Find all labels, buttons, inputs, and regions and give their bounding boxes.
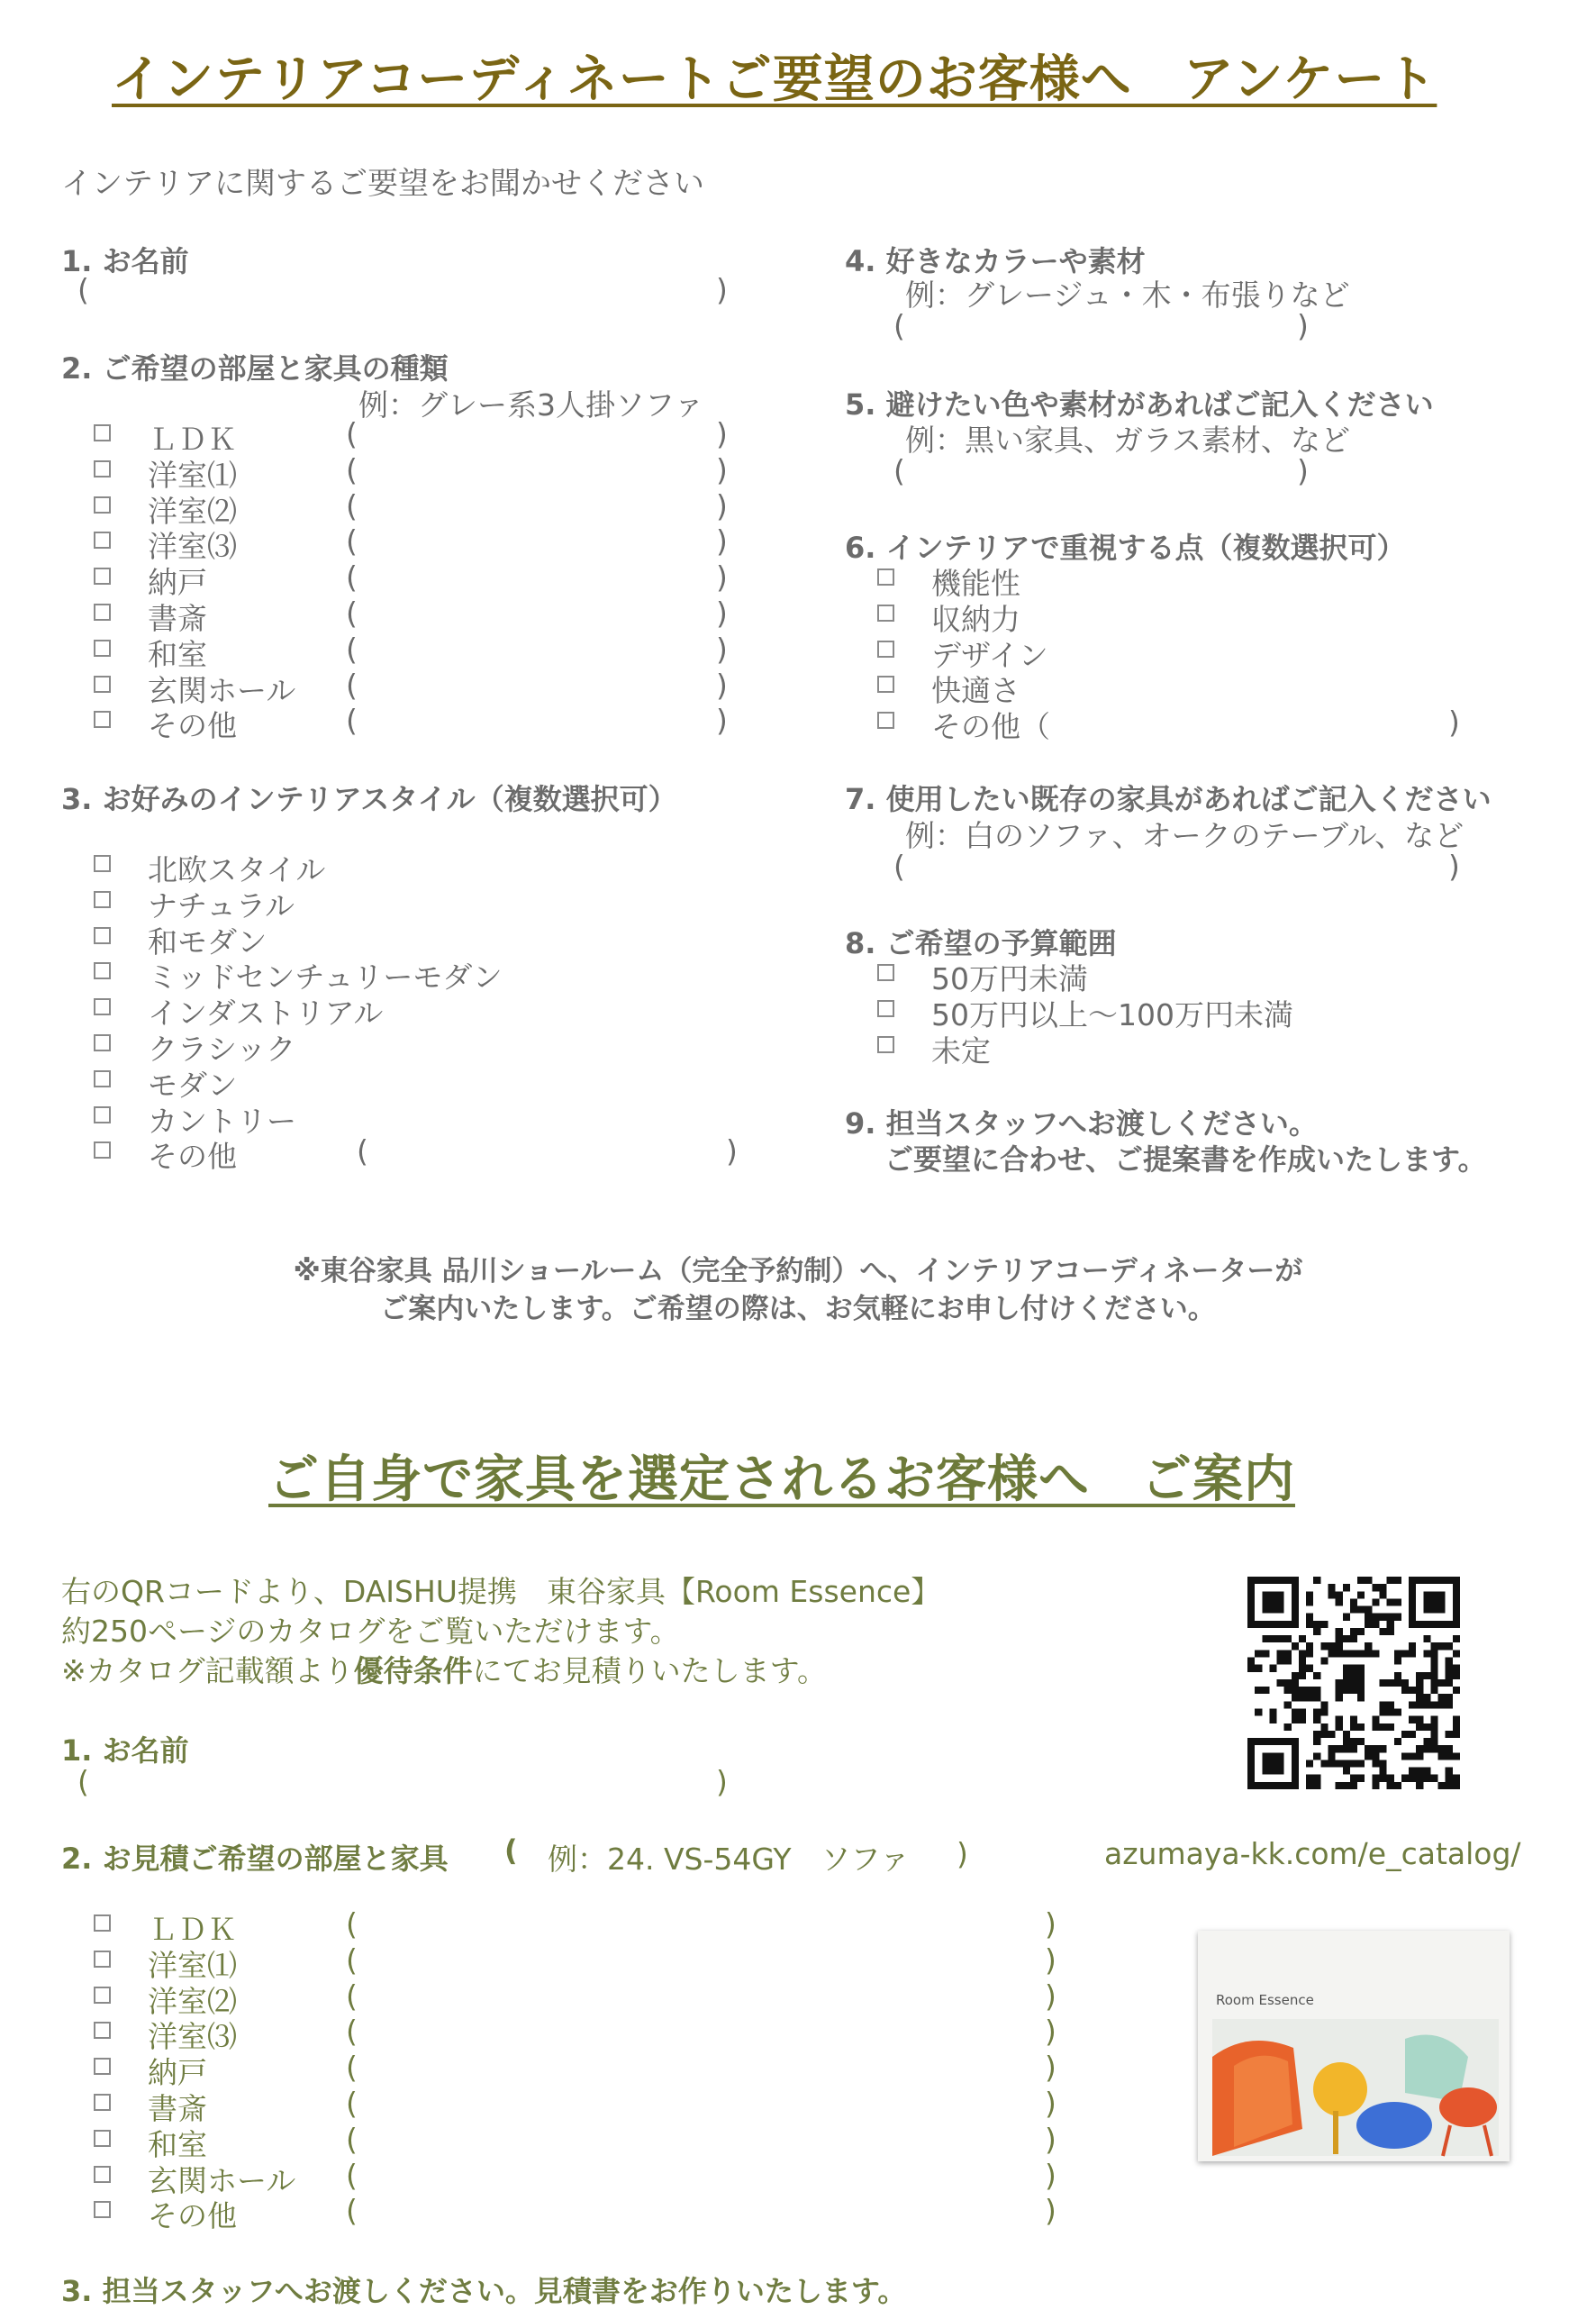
q7-label: 7. 使用したい既存の家具があればご記入ください xyxy=(845,782,1492,816)
ss-q1-name-field[interactable]: ( xyxy=(77,1764,89,1799)
q4-field[interactable]: ( xyxy=(893,308,905,343)
checkbox[interactable] xyxy=(94,2094,111,2111)
q1-label: 1. お名前 xyxy=(61,244,189,278)
q2-room-label: その他 xyxy=(148,708,237,744)
ss-room-field[interactable]: ( xyxy=(346,2157,358,2193)
q3-style-label: モダン xyxy=(148,1067,238,1103)
q3-style-label: クラシック xyxy=(148,1032,296,1067)
checkbox[interactable] xyxy=(94,1070,111,1087)
checkbox[interactable] xyxy=(94,891,111,908)
ss-room-label: ＬＤＫ xyxy=(148,1912,237,1947)
q8-label: 8. ご希望の予算範囲 xyxy=(845,926,1117,960)
checkbox[interactable] xyxy=(94,1141,111,1159)
checkbox[interactable] xyxy=(94,1951,111,1968)
checkbox[interactable] xyxy=(94,2166,111,2183)
q4-label: 4. 好きなカラーや素材 xyxy=(845,244,1146,278)
q2-room-field[interactable]: ( xyxy=(346,703,358,739)
checkbox[interactable] xyxy=(877,568,894,586)
q3-style-label: 和モダン xyxy=(148,923,268,959)
checkbox[interactable] xyxy=(94,1914,111,1932)
checkbox[interactable] xyxy=(877,1036,894,1053)
checkbox[interactable] xyxy=(94,927,111,944)
ss-room-field[interactable]: ( xyxy=(346,2050,358,2086)
survey-title: インテリアコーディネートご要望のお客様へ アンケート xyxy=(112,50,1437,109)
ss-q3-label: 3. 担当スタッフへお渡しください。見積書をお作りいたします。 xyxy=(61,2274,907,2308)
q2-room-field[interactable]: ( xyxy=(346,559,358,596)
checkbox[interactable] xyxy=(94,604,111,621)
ss-room-label: 洋室⑶ xyxy=(148,2019,237,2055)
q6-point-label: 収納力 xyxy=(931,601,1020,637)
ss-room-label: 納戸 xyxy=(148,2055,207,2091)
q5-example: 例：黒い家具、ガラス素材、など xyxy=(905,423,1351,458)
q2-room-label: 和室 xyxy=(148,636,207,672)
checkbox[interactable] xyxy=(877,605,894,622)
q2-room-label: ＬＤＫ xyxy=(148,422,237,457)
survey-intro: インテリアに関するご要望をお聞かせください xyxy=(61,166,704,202)
q1-name-field[interactable]: ( xyxy=(77,272,89,307)
checkbox[interactable] xyxy=(94,2022,111,2039)
checkbox[interactable] xyxy=(94,998,111,1015)
q2-room-label: 納戸 xyxy=(148,565,207,601)
q6-label: 6. インテリアで重視する点（複数選択可） xyxy=(845,531,1406,565)
catalog-cover-image xyxy=(1198,1931,1510,2161)
checkbox[interactable] xyxy=(877,641,894,658)
ss-room-field[interactable]: ( xyxy=(346,2193,358,2229)
q6-point-label: 快適さ xyxy=(931,673,1020,709)
q6-point-label: 機能性 xyxy=(931,566,1020,601)
q8-budget-label: 50万円以上～100万円未満 xyxy=(931,996,1293,1032)
q7-example: 例：白のソファ、オークのテーブル、など xyxy=(905,818,1465,853)
self-select-title: ご自身で家具を選定されるお客様へ ご案内 xyxy=(268,1451,1295,1509)
q3-style-label: ミッドセンチュリーモダン xyxy=(148,959,503,996)
q3-style-label: ナチュラル xyxy=(148,887,295,923)
q2-room-field[interactable]: ( xyxy=(346,523,358,559)
showroom-note-line2: ご案内いたします。ご希望の際は、お気軽にお申し付けください。 xyxy=(380,1293,1216,1325)
ss-room-label: 洋室⑴ xyxy=(148,1947,237,1983)
ss-room-label: 洋室⑵ xyxy=(148,1983,237,2019)
checkbox[interactable] xyxy=(94,568,111,585)
ss-room-field[interactable]: ( xyxy=(346,2014,358,2050)
ss-q1-label: 1. お名前 xyxy=(61,1733,189,1768)
ss-room-field[interactable]: ( xyxy=(346,1942,358,1978)
checkbox[interactable] xyxy=(94,460,111,477)
q3-other-field[interactable]: ( xyxy=(357,1133,368,1169)
preferential-terms: 優待条件 xyxy=(353,1653,473,1688)
ss-room-field[interactable]: ( xyxy=(346,1978,358,2014)
q2-example: 例：グレー系3人掛ソファ xyxy=(358,387,704,423)
checkbox[interactable] xyxy=(877,964,894,981)
checkbox[interactable] xyxy=(94,2130,111,2147)
q5-label: 5. 避けたい色や素材があればご記入ください xyxy=(845,387,1434,422)
showroom-note-line1: ※東谷家具 品川ショールーム（完全予約制）へ、インテリアコーディネーターが xyxy=(293,1255,1303,1287)
q6-point-label: デザイン xyxy=(931,637,1048,673)
checkbox[interactable] xyxy=(94,2058,111,2075)
q8-budget-label: 50万円未満 xyxy=(931,961,1088,996)
catalog-brand: Room Essence xyxy=(1216,1992,1314,2008)
checkbox[interactable] xyxy=(94,424,111,441)
checkbox[interactable] xyxy=(94,1987,111,2004)
q2-room-field[interactable]: ( xyxy=(346,667,358,703)
catalog-url[interactable]: azumaya-kk.com/e_catalog/ xyxy=(1104,1836,1521,1871)
checkbox[interactable] xyxy=(94,496,111,514)
checkbox[interactable] xyxy=(94,532,111,549)
checkbox[interactable] xyxy=(94,676,111,693)
ss-q2-label: 2. お見積ご希望の部屋と家具 xyxy=(61,1842,449,1876)
ss-q2-example: 例：24. VS-54GY ソファ xyxy=(548,1842,910,1877)
q3-label: 3. お好みのインテリアスタイル（複数選択可） xyxy=(61,782,677,816)
q9-line1: 9. 担当スタッフへお渡しください。 xyxy=(845,1106,1318,1141)
q2-room-field[interactable]: ( xyxy=(346,487,358,523)
q3-style-label: インダストリアル xyxy=(148,996,384,1032)
checkbox[interactable] xyxy=(94,1034,111,1051)
checkbox[interactable] xyxy=(94,2201,111,2218)
q3-style-label: その他 xyxy=(148,1139,237,1175)
q8-budget-label: 未定 xyxy=(931,1032,991,1069)
q6-point-label: その他（ xyxy=(931,709,1050,745)
qr-code[interactable] xyxy=(1247,1577,1460,1789)
q2-room-label: 書斎 xyxy=(148,601,207,636)
q9-line2: ご要望に合わせ、ご提案書を作成いたします。 xyxy=(884,1142,1487,1177)
catalog-cover[interactable] xyxy=(1198,1931,1510,2161)
q3-style-label: 北欧スタイル xyxy=(148,852,326,887)
q7-field[interactable]: ( xyxy=(893,849,905,884)
ss-room-label: 玄関ホール xyxy=(148,2162,296,2198)
q2-label: 2. ご希望の部屋と家具の種類 xyxy=(61,351,449,386)
q2-room-label: 玄関ホール xyxy=(148,672,296,708)
q2-room-label: 洋室⑵ xyxy=(148,493,237,529)
checkbox[interactable] xyxy=(877,676,894,693)
q2-room-label: 洋室⑶ xyxy=(148,529,237,565)
info-line1: 右のQRコードより、DAISHU提携 東谷家具【Room Essence】 xyxy=(61,1574,941,1609)
checkbox[interactable] xyxy=(877,1000,894,1017)
q4-example: 例：グレージュ・木・布張りなど xyxy=(905,277,1350,313)
q2-room-field[interactable]: ( xyxy=(346,631,358,667)
ss-room-label: その他 xyxy=(148,2198,237,2234)
ss-room-field[interactable]: ( xyxy=(346,2121,358,2157)
checkbox[interactable] xyxy=(94,640,111,657)
q5-field[interactable]: ( xyxy=(893,453,905,488)
ss-room-field[interactable]: ( xyxy=(346,2086,358,2121)
ss-room-field[interactable]: ( xyxy=(346,1906,358,1942)
checkbox[interactable] xyxy=(94,855,111,872)
info-line3: ※カタログ記載額より優待条件にてお見積りいたします。 xyxy=(61,1653,828,1688)
q2-room-field[interactable]: ( xyxy=(346,416,358,451)
ss-room-label: 和室 xyxy=(148,2126,207,2162)
q2-room-label: 洋室⑴ xyxy=(148,457,237,493)
checkbox[interactable] xyxy=(94,711,111,728)
q2-room-field[interactable]: ( xyxy=(346,596,358,631)
checkbox[interactable] xyxy=(94,962,111,979)
q2-room-field[interactable]: ( xyxy=(346,451,358,487)
ss-room-label: 書斎 xyxy=(148,2091,207,2126)
q3-style-label: カントリー xyxy=(148,1103,296,1139)
qr-code-image xyxy=(1247,1577,1460,1789)
checkbox[interactable] xyxy=(94,1106,111,1123)
info-line2: 約250ページのカタログをご覧いただけます。 xyxy=(61,1614,680,1649)
checkbox[interactable] xyxy=(877,712,894,729)
